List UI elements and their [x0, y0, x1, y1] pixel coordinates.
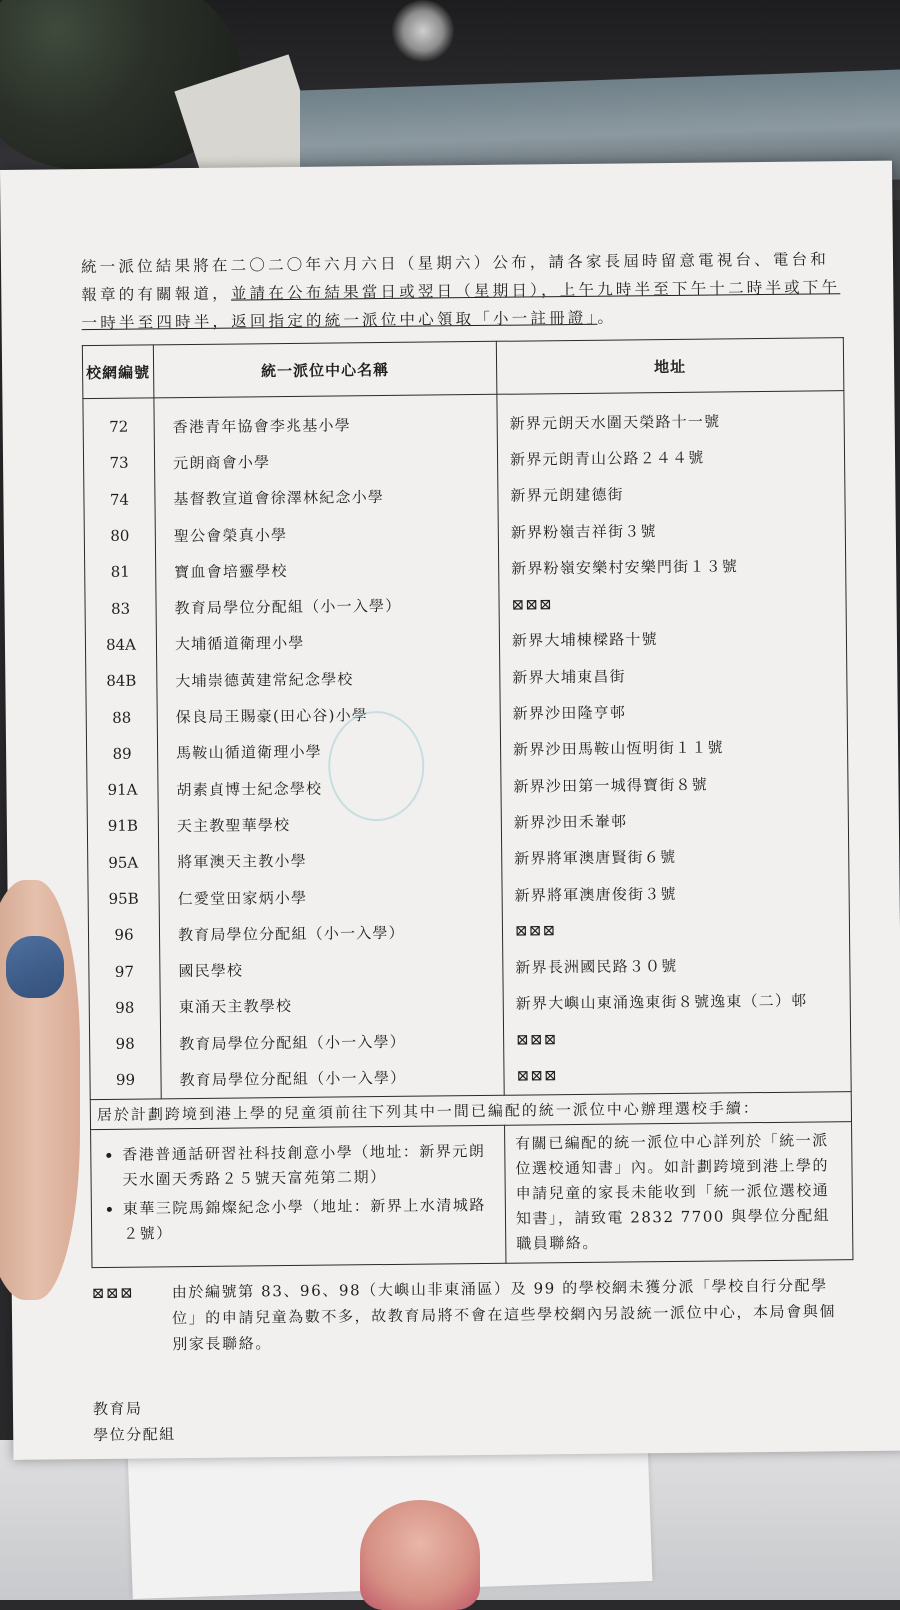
list-item: • 香港普通話研習社科技創意小學（地址：新界元朗天水圍天秀路２５號天富苑第二期）	[122, 1139, 496, 1193]
row-centre-name: 大埔崇德黃建常紀念學校	[175, 670, 354, 690]
row-centre-name: 元朗商會小學	[172, 453, 271, 473]
list-item: • 東華三院馬錦燦紀念小學（地址：新界上水清城路２號）	[123, 1193, 497, 1247]
row-centre-name: 大埔循道衛理小學	[174, 634, 305, 654]
row-code: 88	[112, 708, 132, 727]
row-code: 97	[114, 962, 135, 981]
row-centre-name: 基督教宣道會徐澤林紀念小學	[173, 488, 385, 509]
document-page	[0, 161, 900, 1460]
intro-text-end: 。	[597, 308, 617, 327]
issuer-section: 學位分配組	[93, 1424, 176, 1444]
row-address: 新界沙田馬鞍山恆明街１１號	[513, 738, 724, 759]
cross-border-body-row	[91, 1121, 853, 1267]
row-address: 新界粉嶺安樂村安樂門街１３號	[511, 557, 739, 578]
row-address: 新界沙田禾輋邨	[513, 812, 628, 832]
header-centre-name: 統一派位中心名稱	[153, 341, 497, 398]
row-address: 新界將軍澳唐賢街６號	[514, 848, 677, 868]
header-address: 地址	[496, 338, 844, 395]
table-header-row	[82, 338, 844, 399]
address-column	[497, 391, 851, 1095]
row-address: 新界沙田隆亨邨	[512, 703, 627, 723]
watermark-stamp	[328, 711, 425, 822]
intro-paragraph	[81, 245, 842, 337]
row-address: 新界元朗天水圍天榮路十一號	[509, 412, 721, 433]
row-centre-name: 將軍澳天主教小學	[177, 852, 307, 872]
row-code: 96	[114, 925, 134, 945]
row-code: 98	[115, 998, 135, 1017]
row-address: 新界粉嶺吉祥街３號	[510, 521, 657, 542]
row-centre-name: 教育局學位分配組（小一入學）	[174, 596, 402, 618]
row-code: 81	[110, 562, 130, 582]
row-code: 98	[115, 1034, 135, 1054]
row-code: 99	[115, 1071, 136, 1090]
row-code: 72	[109, 417, 129, 437]
cross-border-heading: 居於計劃跨境到港上學的兒童須前往下列其中一間已編配的統一派位中心辦理選校手續：	[90, 1091, 851, 1129]
row-centre-name: 教育局學位分配組（小一入學）	[179, 1068, 407, 1090]
row-centre-name: 聖公會榮真小學	[173, 525, 288, 545]
footnote-text: 由於編號第 83、96、98（大嶼山非東涌區）及 99 的學校網未獲分派「學校自行分配學位」的申請兒童為數不多，故教育局將不會在這些學校網內另設統一派位中心，本局會與個別家長聯絡。	[171, 1276, 837, 1353]
allocation-centre-table	[82, 337, 854, 1268]
table-body-row	[83, 391, 851, 1100]
row-centre-name: 保良局王賜豪(田心谷)小學	[175, 706, 369, 727]
row-address: 新界元朗青山公路２４４號	[509, 448, 705, 469]
row-address: ⊠⊠⊠	[516, 1030, 558, 1049]
row-address: 新界大嶼山東涌逸東街８號逸東（二）邨	[515, 991, 808, 1014]
row-centre-name: 寶血會培靈學校	[174, 561, 288, 582]
row-centre-name: 天主教聖華學校	[176, 815, 291, 836]
name-column	[154, 394, 504, 1098]
row-centre-name: 教育局學位分配組（小一入學）	[177, 923, 405, 944]
intro-text-plain: 統一派位結果將在二〇二〇年六月六日（星期六）公布，請各家長屆時留意電視台、電台和報章的有關報道，	[80, 250, 830, 305]
row-address: 新界元朗建德街	[510, 485, 624, 505]
row-code: 84A	[105, 635, 137, 654]
row-centre-name: 教育局學位分配組（小一入學）	[179, 1032, 407, 1053]
row-address: 新界長洲國民路３０號	[515, 957, 678, 977]
row-code: 95A	[108, 853, 139, 872]
background-star-charm	[392, 0, 454, 62]
row-code: 80	[110, 526, 130, 545]
row-address: 新界沙田第一城得寶街８號	[513, 775, 708, 796]
cross-border-school-list	[92, 1133, 504, 1259]
code-column	[83, 398, 161, 1099]
row-address: ⊠⊠⊠	[514, 921, 557, 940]
background-fingernail	[6, 936, 64, 998]
row-centre-name: 東涌天主教學校	[178, 997, 293, 1017]
document-content	[81, 245, 853, 1448]
row-code: 89	[112, 744, 132, 763]
row-address: 新界將軍澳唐俊街３號	[514, 884, 677, 905]
row-centre-name: 馬鞍山循道衛理小學	[176, 742, 323, 763]
row-code: 74	[109, 490, 130, 509]
row-address: 新界大埔東昌街	[512, 667, 626, 687]
footnote-symbol: ⊠⊠⊠	[91, 1283, 135, 1302]
cross-border-note: 有關已編配的統一派位中心詳列於「統一派位選校通知書」內。如計劃跨境到港上學的申請兒童的家長未能收到「統一派位選校通知書」，請致電 2832 7700 與學位分配組職員聯絡。	[505, 1121, 853, 1263]
issuer-block	[93, 1388, 854, 1448]
row-address: 新界大埔棟樑路十號	[511, 630, 658, 651]
issuer-bureau: 教育局	[92, 1399, 143, 1418]
row-centre-name: 國民學校	[178, 961, 244, 981]
row-code: 91B	[107, 816, 139, 836]
row-code: 91A	[107, 780, 138, 800]
row-code: 73	[109, 454, 129, 473]
background-foot	[360, 1500, 480, 1610]
row-centre-name: 香港青年協會李兆基小學	[172, 415, 351, 436]
row-centre-name: 仁愛堂田家炳小學	[177, 888, 308, 908]
cross-border-schools	[91, 1125, 506, 1267]
footnote	[92, 1272, 853, 1358]
row-address: ⊠⊠⊠	[511, 594, 553, 614]
row-address: ⊠⊠⊠	[516, 1066, 558, 1086]
intro-text-underlined: 並請在公布結果當日或翌日（星期日），上午九時半至下午十二時半或下午一時半至四時半，返回指定的統一派位中心領取「小一註冊證」	[81, 278, 841, 333]
row-code: 84B	[106, 671, 137, 691]
row-centre-name: 胡素貞博士紀念學校	[176, 779, 323, 799]
row-code: 95B	[108, 889, 139, 908]
row-code: 83	[110, 599, 131, 618]
header-school-net-code: 校網編號	[82, 345, 154, 399]
